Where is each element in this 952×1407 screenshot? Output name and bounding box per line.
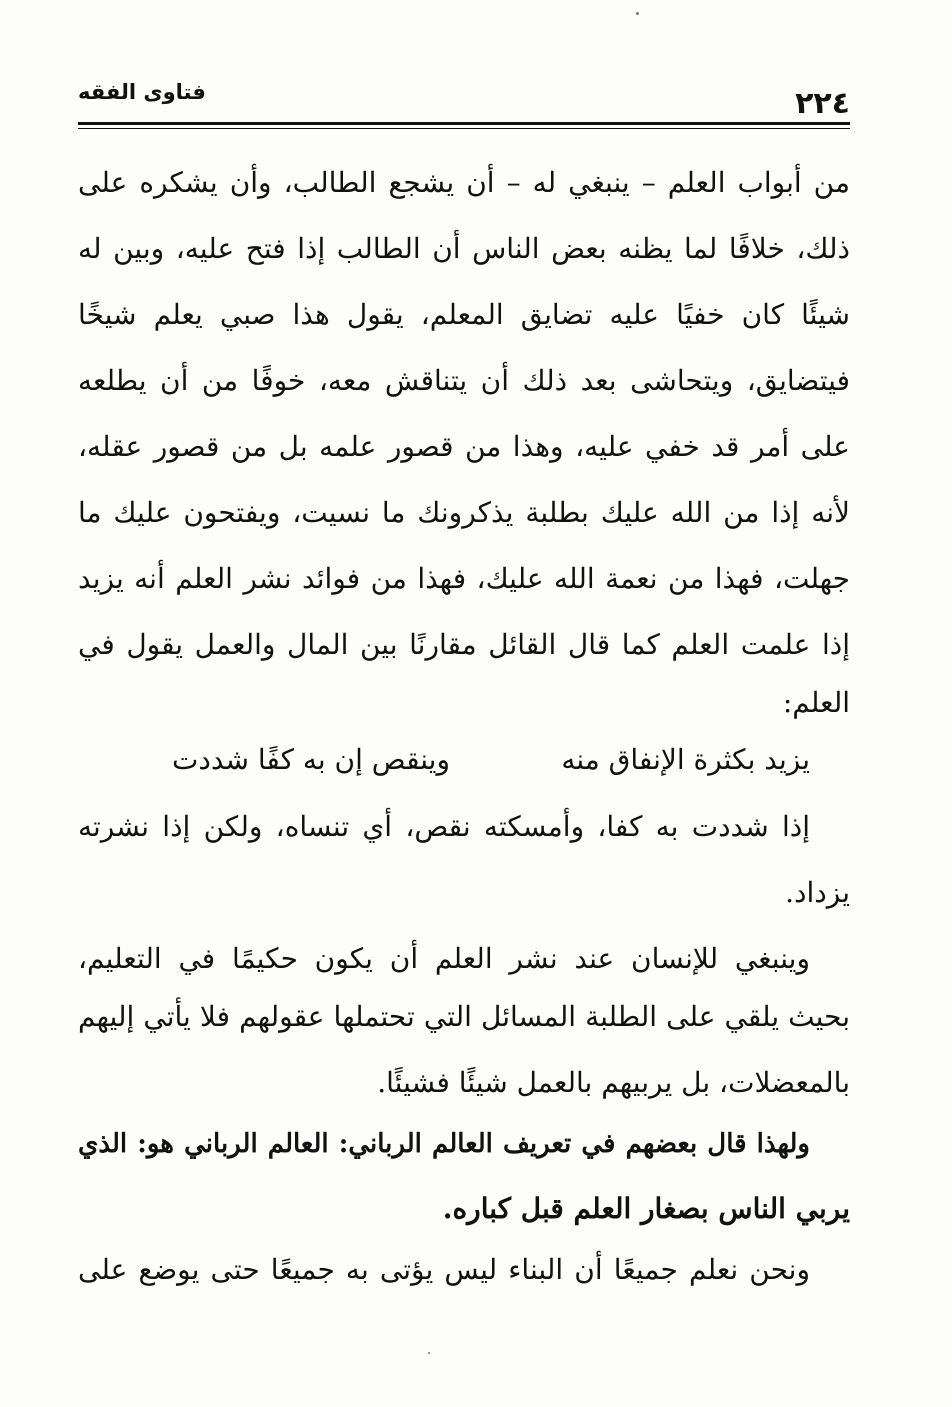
poetry-verse [78, 740, 850, 780]
bold-text-line: يربي الناس بصغار العلم قبل كباره. [442, 1192, 850, 1225]
header-rule-thin [78, 128, 850, 129]
page-header [78, 72, 850, 122]
text-line: يزداد. [785, 876, 850, 909]
running-title: فتاوى الفقه [78, 80, 206, 104]
page-number: ٢٢٤ [795, 86, 850, 121]
text-line: إذا شددت به كفا، وأمسكته نقص، أي تنساه، ولكن إذا نشرته [78, 810, 810, 843]
text-line: ذلك، خلافًا لما يظنه بعض الناس أن الطالب إذا فتح عليه، وبين له [78, 232, 850, 265]
verse-first-hemistich: يزيد بكثرة الإنفاق منه [561, 743, 810, 776]
text-line: بحيث يلقي على الطلبة المسائل التي تحتملها عقولهم فلا يأتي إليهم [78, 1000, 850, 1033]
bold-text-line: ولهذا قال بعضهم في تعريف العالم الرباني: العالم الرباني هو: الذي [78, 1129, 810, 1159]
text-line: جهلت، فهذا من نعمة الله عليك، فهذا من فوائد نشر العلم أنه يزيد [78, 562, 850, 595]
text-line: فيتضايق، ويتحاشى بعد ذلك أن يتناقش معه، خوفًا من أن يطلعه [78, 364, 850, 397]
text-line: لأنه إذا من الله عليك بطلبة يذكرونك ما نسيت، ويفتحون عليك ما [78, 496, 850, 529]
header-rule-thick [78, 122, 850, 125]
text-line: ونحن نعلم جميعًا أن البناء ليس يؤتى به جميعًا حتى يوضع على [78, 1253, 810, 1286]
print-speck [636, 12, 639, 15]
text-line: من أبواب العلم – ينبغي له – أن يشجع الطالب، وأن يشكره على [78, 166, 850, 199]
text-line: العلم: [782, 686, 850, 719]
text-line: وينبغي للإنسان عند نشر العلم أن يكون حكيمًا في التعليم، [78, 942, 810, 975]
text-line: إذا علمت العلم كما قال القائل مقارنًا بين المال والعمل يقول في [78, 628, 850, 661]
text-line: شيئًا كان خفيًا عليه تضايق المعلم، يقول هذا صبي يعلم شيخًا [78, 298, 850, 331]
verse-second-hemistich: وينقص إن به كفًا شددت [172, 743, 450, 776]
text-line: بالمعضلات، بل يربيهم بالعمل شيئًا فشيئًا. [377, 1066, 850, 1099]
print-speck [428, 1352, 430, 1354]
text-line: على أمر قد خفي عليه، وهذا من قصور علمه بل من قصور عقله، [78, 430, 850, 463]
